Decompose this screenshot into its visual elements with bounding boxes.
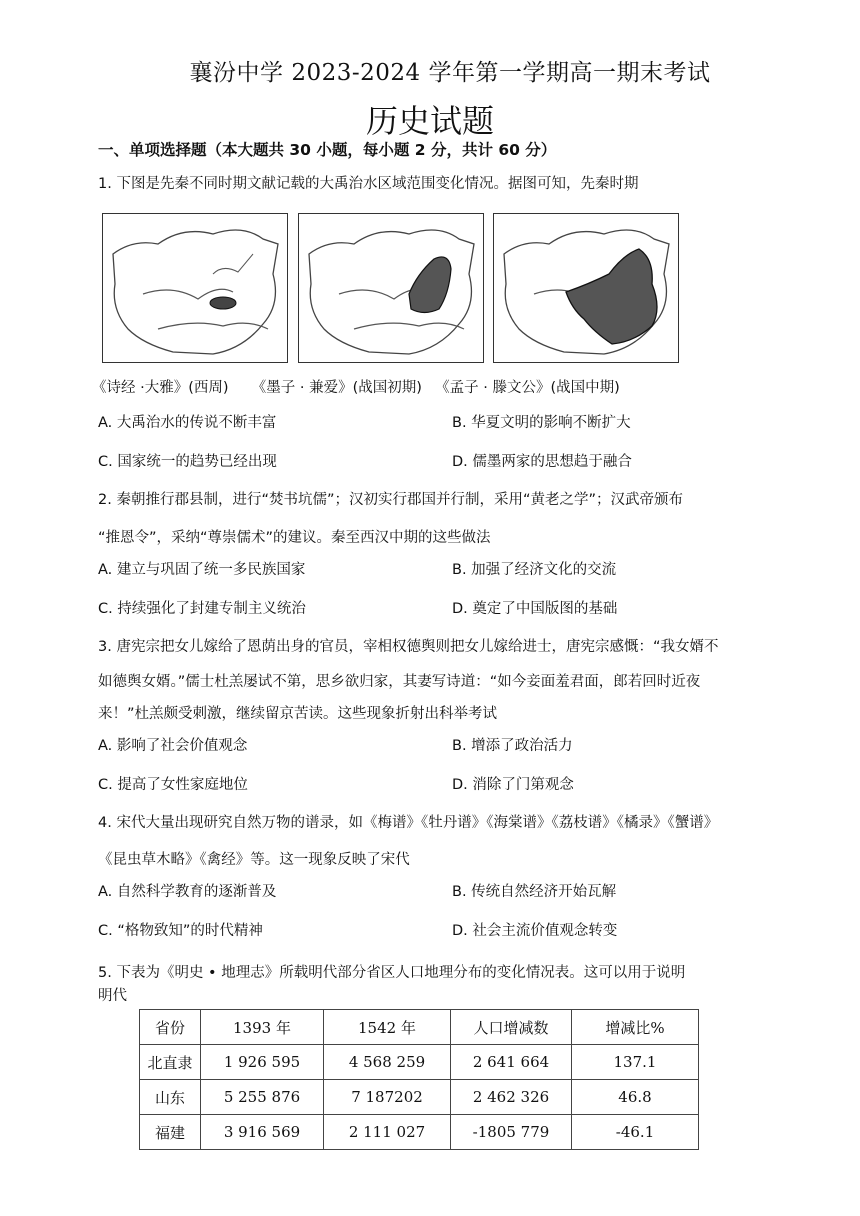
table-cell: 2 111 027 [324, 1115, 451, 1150]
q2-option-b[interactable]: B. 加强了经济文化的交流 [452, 562, 617, 578]
map-caption-2: 《墨子 · 兼爱》(战国初期) [251, 380, 422, 396]
table-header-cell: 增减比% [572, 1010, 699, 1045]
map-early-warring-states [298, 213, 484, 363]
table-row [140, 1115, 699, 1150]
table-header-cell: 人口增减数 [451, 1010, 572, 1045]
q3-option-a[interactable]: A. 影响了社会价值观念 [98, 738, 248, 754]
table-cell: 福建 [140, 1115, 201, 1150]
map-western-zhou [102, 213, 288, 363]
table-header-cell: 1393 年 [201, 1010, 324, 1045]
table-cell: 2 462 326 [451, 1080, 572, 1115]
table-cell: 山东 [140, 1080, 201, 1115]
q2-stem-line2: “推恩令”，采纳“尊崇儒术”的建议。秦至西汉中期的这些做法 [98, 530, 491, 546]
table-cell: 4 568 259 [324, 1045, 451, 1080]
q1-option-b[interactable]: B. 华夏文明的影响不断扩大 [452, 415, 631, 431]
q4-option-c[interactable]: C. “格物致知”的时代精神 [98, 923, 263, 939]
q1-stem: 1. 下图是先秦不同时期文献记载的大禹治水区域范围变化情况。据图可知，先秦时期 [98, 176, 639, 192]
table-cell: -46.1 [572, 1115, 699, 1150]
q4-option-b[interactable]: B. 传统自然经济开始瓦解 [452, 884, 617, 900]
table-row [140, 1080, 699, 1115]
table-cell: -1805 779 [451, 1115, 572, 1150]
table-cell: 北直隶 [140, 1045, 201, 1080]
map-caption-3: 《孟子 · 滕文公》(战国中期) [435, 380, 620, 396]
q5-stem-line2: 明代 [98, 988, 127, 1004]
map-caption-1: 《诗经 ·大雅》(西周) [92, 380, 229, 396]
q3-stem-line2: 如德舆女婿。”儒士杜羔屡试不第，思乡欲归家，其妻写诗道：“如今妾面羞君面，郎若回时近夜 [98, 674, 701, 690]
q4-stem-line2: 《昆虫草木略》《禽经》等。这一现象反映了宋代 [98, 852, 410, 868]
table-cell: 7 187202 [324, 1080, 451, 1115]
q3-stem-line1: 3. 唐宪宗把女儿嫁给了恩荫出身的官员，宰相权德舆则把女儿嫁给进士，唐宪宗感慨：“我女婿不 [98, 639, 719, 655]
exam-title: 襄汾中学 2023-2024 学年第一学期高一期末考试 [189, 60, 711, 86]
q1-option-d[interactable]: D. 儒墨两家的思想趋于融合 [452, 454, 632, 470]
table-header-cell: 省份 [140, 1010, 201, 1045]
q3-stem-line3: 来！”杜羔颇受刺激，继续留京苦读。这些现象折射出科举考试 [98, 706, 498, 722]
q3-option-c[interactable]: C. 提高了女性家庭地位 [98, 777, 248, 793]
q1-option-c[interactable]: C. 国家统一的趋势已经出现 [98, 454, 277, 470]
q5-stem-line1: 5. 下表为《明史 • 地理志》所载明代部分省区人口地理分布的变化情况表。这可以用于说明 [98, 965, 686, 981]
q2-stem-line1: 2. 秦朝推行郡县制，进行“焚书坑儒”；汉初实行郡国并行制，采用“黄老之学”；汉武帝颁布 [98, 492, 683, 508]
q2-option-c[interactable]: C. 持续强化了封建专制主义统治 [98, 601, 306, 617]
table-header-row [140, 1010, 699, 1045]
table-row [140, 1045, 699, 1080]
table-cell: 46.8 [572, 1080, 699, 1115]
q3-option-d[interactable]: D. 消除了门第观念 [452, 777, 574, 793]
q2-option-a[interactable]: A. 建立与巩固了统一多民族国家 [98, 562, 306, 578]
map-mid-warring-states [493, 213, 679, 363]
section-heading: 一、单项选择题（本大题共 30 小题，每小题 2 分，共计 60 分） [98, 141, 557, 159]
q3-option-b[interactable]: B. 增添了政治活力 [452, 738, 573, 754]
q1-option-a[interactable]: A. 大禹治水的传说不断丰富 [98, 415, 277, 431]
q2-option-d[interactable]: D. 奠定了中国版图的基础 [452, 601, 618, 617]
map-captions [92, 376, 620, 397]
table-cell: 3 916 569 [201, 1115, 324, 1150]
table-cell: 5 255 876 [201, 1080, 324, 1115]
q4-option-d[interactable]: D. 社会主流价值观念转变 [452, 923, 618, 939]
table-cell: 137.1 [572, 1045, 699, 1080]
q4-stem-line1: 4. 宋代大量出现研究自然万物的谱录，如《梅谱》《牡丹谱》《海棠谱》《荔枝谱》《橘录》《蟹谱》 [98, 815, 719, 831]
table-cell: 1 926 595 [201, 1045, 324, 1080]
population-table [139, 1009, 699, 1150]
table-cell: 2 641 664 [451, 1045, 572, 1080]
exam-subtitle: 历史试题 [365, 102, 494, 140]
q4-option-a[interactable]: A. 自然科学教育的逐渐普及 [98, 884, 277, 900]
table-header-cell: 1542 年 [324, 1010, 451, 1045]
q1-map-figure [102, 213, 677, 363]
